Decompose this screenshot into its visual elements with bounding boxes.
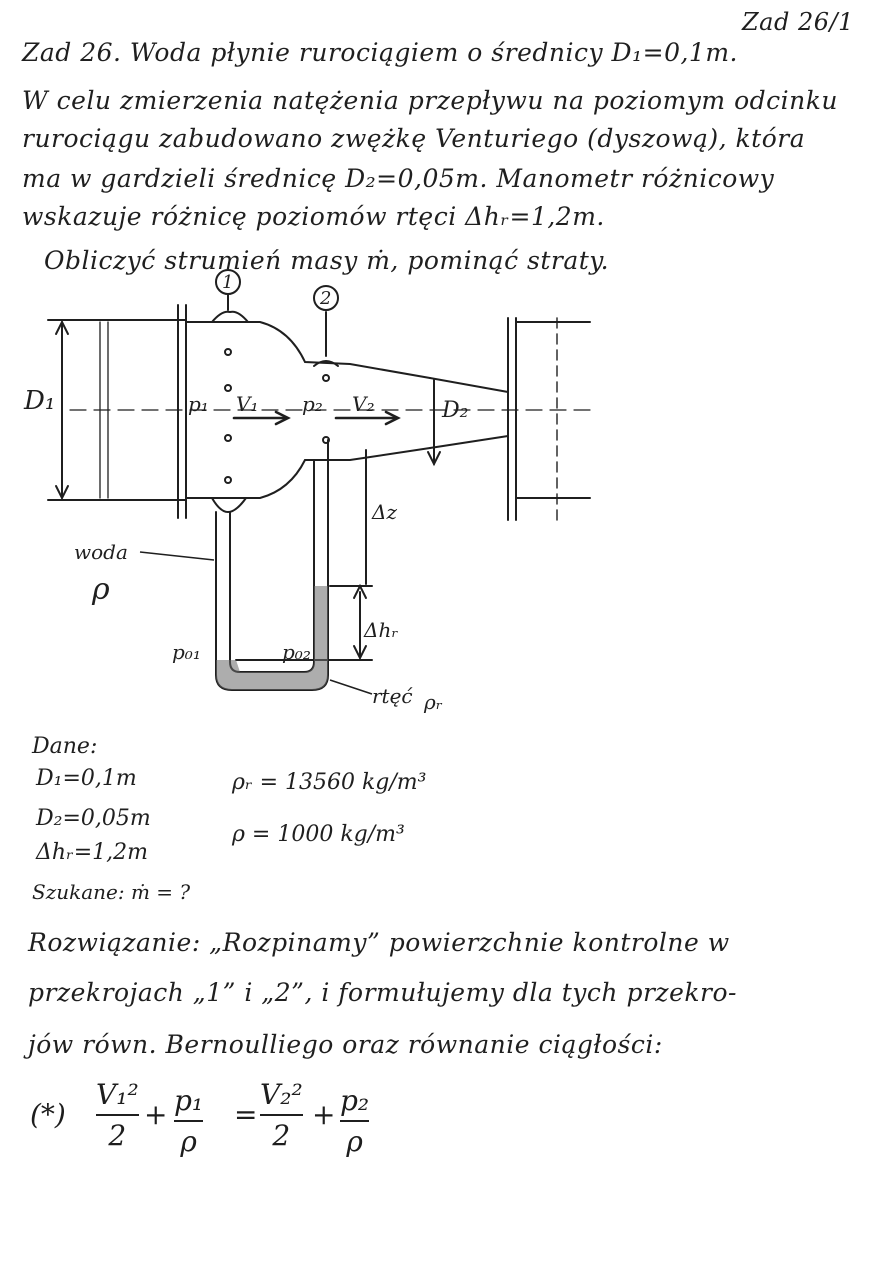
fraction-bar [174,1120,203,1122]
d1-label: D₁ [24,386,56,416]
density-mercury: ρᵣ = 13560 kg/m³ [232,770,427,795]
section-2-label: 2 [320,288,332,309]
section-1-label: 1 [222,272,234,293]
v1-label: V₁ [236,392,259,416]
mercury-label: rtęć [372,684,413,708]
fraction-bar [260,1114,303,1116]
p2-label: p₂ [302,392,323,416]
dhr-label: Δhᵣ [364,618,399,642]
problem-line: ma w gardzieli średnicę D₂=0,05m. Manometr różnicowy [22,164,775,193]
term-p2-denominator: ρ [346,1125,363,1158]
d2-label: D₂ [442,398,469,423]
problem-line: rurociągu zabudowano zwężkę Venturiego (dyszową), która [22,124,806,153]
problem-line: W celu zmierzenia natężenia przepływu na poziomym odcinku [22,86,838,115]
problem-line: Obliczyć strumień masy ṁ, pominąć straty. [44,246,610,275]
p02-label: p₀₂ [282,640,311,664]
term-v2-denominator: 2 [272,1119,291,1152]
term-v1 [96,1078,139,1152]
term-v2 [260,1078,303,1152]
solution-line: jów równ. Bernoulliego oraz równanie ciągłości: [28,1030,663,1059]
dz-label: Δz [372,500,397,524]
solution-line: przekrojach „1” i „2”, i formułujemy dla tych przekro- [28,978,737,1007]
given-item: Δhᵣ=1,2m [36,840,148,865]
plus-sign: + [312,1098,336,1131]
term-v1-denominator: 2 [108,1119,127,1152]
problem-line: wskazuje różnicę poziomów rtęci Δhᵣ=1,2m. [22,202,605,231]
term-p1-denominator: ρ [180,1125,197,1158]
sought: Szukane: ṁ = ? [32,880,191,904]
equals-sign: = [234,1098,258,1131]
solution-line: Rozwiązanie: „Rozpinamy” powierzchnie kontrolne w [28,928,730,957]
density-water: ρ = 1000 kg/m³ [232,822,405,847]
term-p2-numerator: p₂ [340,1084,370,1117]
rho-label: ρ [92,572,110,607]
term-p2 [340,1084,369,1158]
fraction-bar [96,1114,139,1116]
equation-tag: (*) [30,1098,66,1131]
given-item: D₂=0,05m [36,806,151,831]
problem-line: Zad 26. Woda płynie rurociągiem o średnicy D₁=0,1m. [22,38,738,67]
page-reference: Zad 26/1 [742,8,854,36]
given-item: D₁=0,1m [36,766,137,791]
plus-sign: + [144,1098,168,1131]
v2-label: V₂ [352,392,375,416]
term-p1 [174,1084,203,1158]
term-p1-numerator: p₁ [174,1084,204,1117]
fraction-bar [340,1120,369,1122]
term-v1-numerator: V₁² [96,1078,139,1111]
p1-label: p₁ [188,392,209,416]
p01-label: p₀₁ [172,640,201,664]
water-label: woda [74,540,128,564]
term-v2-numerator: V₂² [260,1078,303,1111]
given-header: Dane: [32,734,98,759]
rhor-label: ρᵣ [424,690,443,714]
